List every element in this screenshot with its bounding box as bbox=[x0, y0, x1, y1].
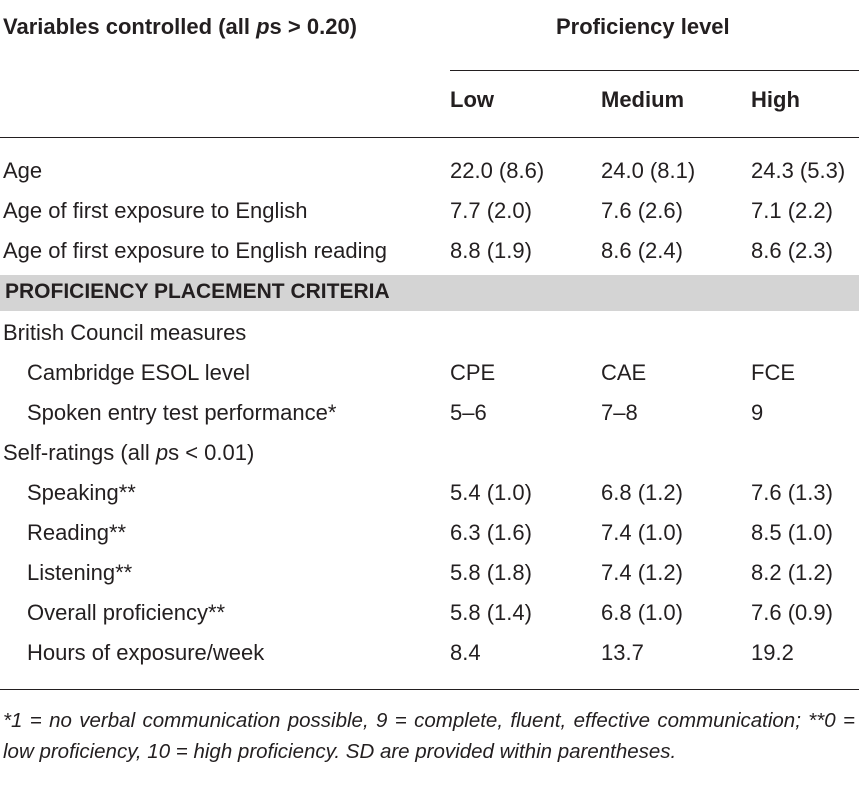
cell-high: 7.6 (0.9) bbox=[751, 600, 833, 625]
table-row bbox=[0, 512, 859, 552]
cell-high: 24.3 (5.3) bbox=[751, 158, 846, 183]
cell-medium: 7.4 (1.0) bbox=[601, 520, 683, 545]
row-label: Cambridge ESOL level bbox=[27, 360, 250, 385]
column-header-high: High bbox=[751, 87, 800, 112]
cell-low: 7.7 (2.0) bbox=[450, 198, 532, 223]
table-row bbox=[0, 472, 859, 512]
group-label-self-ratings bbox=[3, 440, 254, 466]
variables-controlled-p: p bbox=[256, 14, 270, 39]
table-row bbox=[0, 190, 859, 230]
cell-medium: 6.8 (1.0) bbox=[601, 600, 683, 625]
cell-high: 8.6 (2.3) bbox=[751, 238, 833, 263]
cell-medium: 24.0 (8.1) bbox=[601, 158, 696, 183]
cell-medium: 8.6 (2.4) bbox=[601, 238, 683, 263]
table-row bbox=[0, 230, 859, 270]
variables-controlled-suffix: s > 0.20) bbox=[269, 14, 357, 39]
row-label: Hours of exposure/week bbox=[27, 640, 265, 665]
cell-medium: CAE bbox=[601, 360, 647, 385]
variables-controlled-header bbox=[3, 14, 357, 40]
cell-medium: 13.7 bbox=[601, 640, 644, 665]
cell-low: 5.4 (1.0) bbox=[450, 480, 532, 505]
cell-low: CPE bbox=[450, 360, 496, 385]
cell-high: 8.2 (1.2) bbox=[751, 560, 833, 585]
cell-high: FCE bbox=[751, 360, 795, 385]
proficiency-level-header: Proficiency level bbox=[556, 14, 730, 39]
cell-low: 5–6 bbox=[450, 400, 487, 425]
column-header-medium: Medium bbox=[601, 87, 685, 112]
variables-controlled-prefix: Variables controlled (all bbox=[3, 14, 257, 39]
group-row bbox=[0, 432, 859, 472]
row-label: Age of first exposure to English bbox=[3, 198, 308, 223]
table-bottom-rule bbox=[0, 689, 859, 690]
section-band bbox=[0, 275, 859, 311]
row-label: Listening** bbox=[27, 560, 133, 585]
section-title: PROFICIENCY PLACEMENT CRITERIA bbox=[5, 280, 390, 303]
cell-medium: 6.8 (1.2) bbox=[601, 480, 683, 505]
header-bottom-rule bbox=[0, 137, 859, 138]
proficiency-header-rule bbox=[450, 70, 859, 71]
group-row bbox=[0, 312, 859, 352]
row-label: Overall proficiency** bbox=[27, 600, 226, 625]
cell-low: 5.8 (1.4) bbox=[450, 600, 532, 625]
table-row bbox=[0, 352, 859, 392]
table-row bbox=[0, 150, 859, 190]
cell-low: 5.8 (1.8) bbox=[450, 560, 532, 585]
cell-low: 6.3 (1.6) bbox=[450, 520, 532, 545]
row-label: Speaking** bbox=[27, 480, 136, 505]
cell-high: 9 bbox=[751, 400, 764, 425]
cell-high: 8.5 (1.0) bbox=[751, 520, 833, 545]
column-header-low: Low bbox=[450, 87, 494, 112]
cell-medium: 7–8 bbox=[601, 400, 638, 425]
self-ratings-suffix: s < 0.01) bbox=[168, 440, 255, 465]
self-ratings-p: p bbox=[155, 440, 169, 465]
cell-medium: 7.6 (2.6) bbox=[601, 198, 683, 223]
table-footnote: *1 = no verbal communication possible, 9 = complete, fluent, effective communication; **0 = low proficiency, 10 = high proficiency. SD are provided within parentheses. bbox=[3, 709, 855, 763]
row-label: Spoken entry test performance* bbox=[27, 400, 337, 425]
row-label: Age bbox=[3, 158, 43, 183]
table-row bbox=[0, 632, 859, 672]
cell-low: 22.0 (8.6) bbox=[450, 158, 545, 183]
row-label: Age of first exposure to English reading bbox=[3, 238, 388, 263]
row-label: Reading** bbox=[27, 520, 127, 545]
table-row bbox=[0, 552, 859, 592]
cell-medium: 7.4 (1.2) bbox=[601, 560, 683, 585]
cell-low: 8.4 bbox=[450, 640, 481, 665]
table-row bbox=[0, 592, 859, 632]
cell-high: 7.1 (2.2) bbox=[751, 198, 833, 223]
cell-high: 7.6 (1.3) bbox=[751, 480, 833, 505]
cell-high: 19.2 bbox=[751, 640, 794, 665]
table-row bbox=[0, 392, 859, 432]
cell-low: 8.8 (1.9) bbox=[450, 238, 532, 263]
self-ratings-prefix: Self-ratings (all bbox=[3, 440, 156, 465]
group-label-british-council: British Council measures bbox=[3, 320, 247, 345]
